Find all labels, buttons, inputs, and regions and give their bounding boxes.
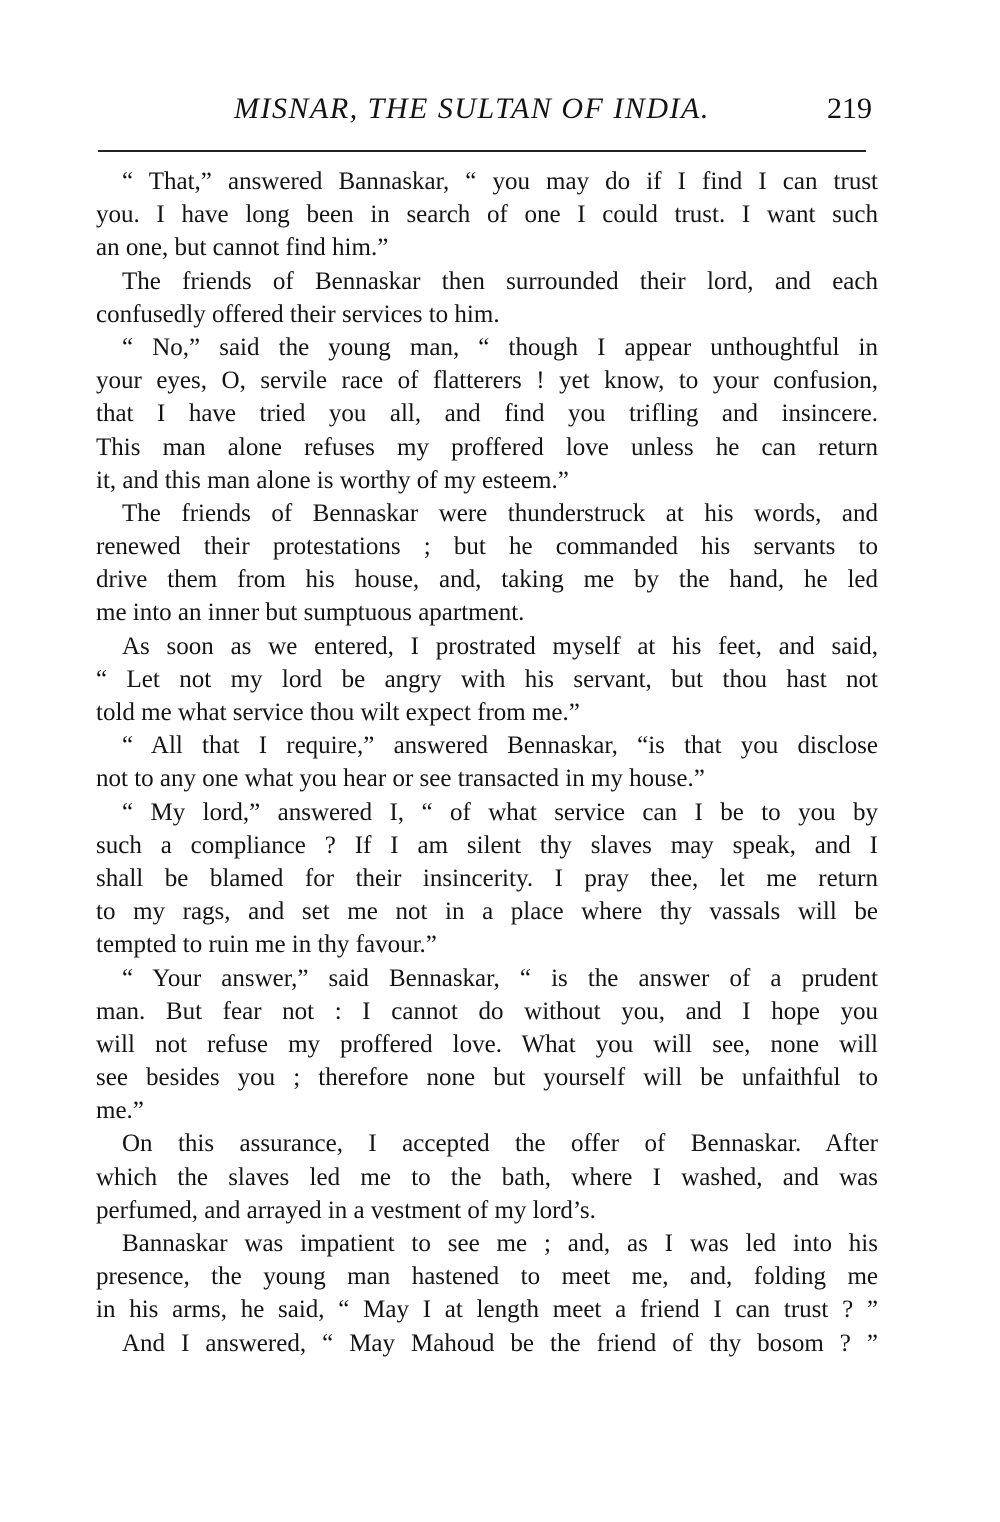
text-line: an one, but cannot find him.” bbox=[96, 234, 389, 262]
text-line: “ All that I require,” answered Bennaskar, “is that you disclose bbox=[122, 732, 878, 760]
text-line: to my rags, and set me not in a place where thy vassals will be bbox=[96, 898, 878, 926]
text-line: in his arms, he said, “ May I at length meet a friend I can trust ? ” bbox=[96, 1296, 878, 1324]
text-line: “ Your answer,” said Bennaskar, “ is the answer of a prudent bbox=[122, 964, 878, 992]
body-text bbox=[96, 165, 878, 1360]
text-line: “ No,” said the young man, “ though I appear unthoughtful in bbox=[122, 333, 878, 361]
text-line: perfumed, and arrayed in a vestment of my lord’s. bbox=[96, 1196, 596, 1224]
text-line: confusedly offered their services to him. bbox=[96, 300, 500, 328]
page-number: 219 bbox=[827, 92, 872, 125]
text-line: told me what service thou wilt expect from me.” bbox=[96, 699, 580, 726]
text-line: “ That,” answered Bannaskar, “ you may do if I find I can trust bbox=[122, 168, 878, 195]
text-line: presence, the young man hastened to meet me, and, folding me bbox=[96, 1263, 878, 1291]
text-line: The friends of Bennaskar were thunderstruck at his words, and bbox=[122, 499, 878, 527]
text-line: see besides you ; therefore none but yourself will be unfaithful to bbox=[96, 1064, 878, 1092]
text-line: tempted to ruin me in thy favour.” bbox=[96, 931, 437, 959]
text-line: renewed their protestations ; but he commanded his servants to bbox=[96, 533, 878, 561]
text-line: will not refuse my proffered love. What you will see, none will bbox=[96, 1030, 878, 1058]
text-line: shall be blamed for their insincerity. I pray thee, let me return bbox=[96, 864, 878, 892]
text-line: “ My lord,” answered I, “ of what service can I be to you by bbox=[122, 798, 878, 826]
text-line: Bannaskar was impatient to see me ; and, as I was led into his bbox=[122, 1230, 878, 1257]
text-line: it, and this man alone is worthy of my esteem.” bbox=[96, 466, 569, 494]
text-line: This man alone refuses my proffered love unless he can return bbox=[96, 433, 878, 461]
text-line: And I answered, “ May Mahoud be the friend of thy bosom ? ” bbox=[122, 1329, 878, 1357]
text-line: not to any one what you hear or see transacted in my house.” bbox=[96, 765, 705, 793]
header-rule bbox=[98, 150, 866, 152]
text-line: me into an inner but sumptuous apartment. bbox=[96, 599, 525, 627]
text-line: your eyes, O, servile race of flatterers ! yet know, to your confusion, bbox=[96, 367, 878, 395]
text-line: which the slaves led me to the bath, where I washed, and was bbox=[96, 1163, 878, 1191]
text-line: such a compliance ? If I am silent thy slaves may speak, and I bbox=[96, 831, 878, 859]
running-title: MISNAR, THE SULTAN OF INDIA. bbox=[234, 92, 710, 125]
text-line: you. I have long been in search of one I could trust. I want such bbox=[96, 201, 878, 229]
text-line: On this assurance, I accepted the offer of Bennaskar. After bbox=[122, 1130, 878, 1158]
text-line: that I have tried you all, and find you trifling and insincere. bbox=[96, 400, 878, 428]
text-line: As soon as we entered, I prostrated myself at his feet, and said, bbox=[122, 632, 878, 660]
text-line: drive them from his house, and, taking me by the hand, he led bbox=[96, 566, 878, 594]
page-header bbox=[98, 84, 880, 134]
text-line: me.” bbox=[96, 1097, 144, 1125]
text-line: The friends of Bennaskar then surrounded their lord, and each bbox=[122, 267, 878, 295]
text-line: man. But fear not : I cannot do without you, and I hope you bbox=[96, 997, 878, 1025]
text-line: “ Let not my lord be angry with his servant, but thou hast not bbox=[96, 665, 878, 693]
